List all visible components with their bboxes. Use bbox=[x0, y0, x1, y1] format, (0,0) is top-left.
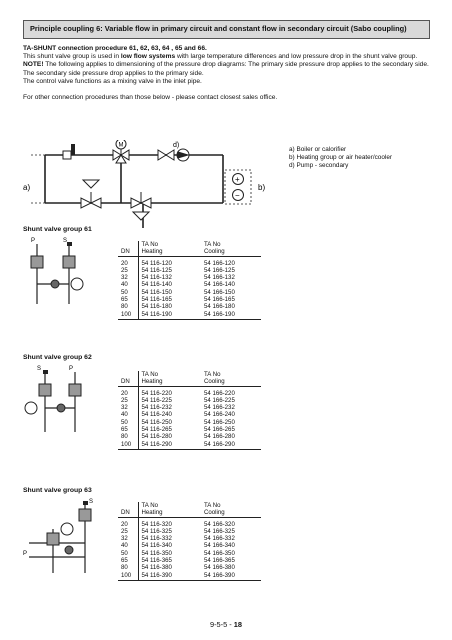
intro-text-b: with large temperature differences and low pressure drop in the shunt valve group. bbox=[175, 53, 418, 61]
dn-cell: 65 bbox=[121, 426, 128, 434]
heating-cell: 54 116-140 bbox=[138, 281, 201, 288]
dn-cell: 50 bbox=[121, 549, 128, 557]
heating-cell: 54 116-250 bbox=[138, 419, 201, 426]
table-row bbox=[118, 289, 261, 296]
dn-cell: 20 bbox=[121, 520, 128, 528]
table-row bbox=[118, 433, 261, 440]
cooling-cell: 54 166-232 bbox=[204, 404, 235, 412]
cooling-cell: 54 166-290 bbox=[204, 440, 235, 448]
heating-header: TA No Heating bbox=[138, 241, 201, 256]
cooling-cell: 54 166-350 bbox=[204, 549, 235, 557]
heating-cell: 54 116-125 bbox=[138, 267, 201, 274]
table-row bbox=[118, 303, 261, 310]
table-row bbox=[118, 311, 261, 320]
table-row bbox=[118, 281, 261, 288]
group-62-p-label: P bbox=[69, 366, 74, 372]
dn-cell: 50 bbox=[121, 418, 128, 426]
diagram-legend bbox=[289, 146, 392, 170]
cooling-cell: 54 166-220 bbox=[204, 389, 235, 397]
cooling-cell: 54 166-180 bbox=[204, 303, 235, 311]
table-row bbox=[118, 386, 261, 397]
other-procedures-text: For other connection procedures than those below - please contact closest sales office. bbox=[23, 94, 278, 102]
page-footer bbox=[0, 620, 452, 629]
dn-cell: 20 bbox=[121, 259, 128, 267]
heating-cell: 54 116-265 bbox=[138, 426, 201, 433]
cooling-cell: 54 166-265 bbox=[204, 426, 235, 434]
section-header bbox=[23, 20, 430, 39]
dn-header: DN bbox=[121, 378, 130, 386]
cooling-cell: 54 166-132 bbox=[204, 274, 235, 282]
heating-cell: 54 116-225 bbox=[138, 397, 201, 404]
note-paragraph bbox=[23, 61, 433, 77]
table-row bbox=[118, 517, 261, 528]
heating-cell: 54 116-390 bbox=[138, 572, 201, 581]
cooling-cell: 54 166-125 bbox=[204, 266, 235, 274]
dn-cell: 25 bbox=[121, 527, 128, 535]
cooling-header: TA No Cooling bbox=[204, 371, 225, 386]
legend-item-a: a) Boiler or calorifier bbox=[289, 146, 347, 153]
dn-header: DN bbox=[121, 509, 130, 517]
pump-label: d) bbox=[173, 142, 180, 149]
dn-cell: 100 bbox=[121, 571, 132, 579]
dn-cell: 32 bbox=[121, 404, 128, 412]
cooling-header: TA No Cooling bbox=[204, 502, 225, 517]
intro-text-a: This shunt valve group is used in bbox=[23, 53, 121, 61]
cooling-cell: 54 166-165 bbox=[204, 296, 235, 304]
group-61-title: Shunt valve group 61 bbox=[23, 226, 92, 233]
legend-item-d: d) Pump - secondary bbox=[289, 162, 349, 169]
dn-cell: 32 bbox=[121, 274, 128, 282]
cooling-cell: 54 166-325 bbox=[204, 527, 235, 535]
heating-cell: 54 116-232 bbox=[138, 404, 201, 411]
heating-cell: 54 116-325 bbox=[138, 528, 201, 535]
heating-cell: 54 116-350 bbox=[138, 550, 201, 557]
dn-cell: 20 bbox=[121, 389, 128, 397]
heating-cell: 54 116-120 bbox=[138, 256, 201, 267]
heating-cell: 54 116-190 bbox=[138, 311, 201, 320]
heating-cell: 54 116-132 bbox=[138, 274, 201, 281]
group-61-illustration bbox=[23, 234, 113, 306]
control-text: The control valve functions as a mixing valve in the inlet pipe. bbox=[23, 77, 202, 85]
heating-cell: 54 116-180 bbox=[138, 303, 201, 310]
group-61-p-label: P bbox=[31, 238, 36, 244]
heating-cell: 54 116-340 bbox=[138, 542, 201, 549]
heating-cell: 54 116-365 bbox=[138, 557, 201, 564]
actuator-label: M bbox=[118, 142, 124, 149]
table-row bbox=[118, 557, 261, 564]
group-61-s-label: S bbox=[63, 238, 68, 244]
cooling-cell: 54 166-250 bbox=[204, 418, 235, 426]
heating-header: TA No Heating bbox=[138, 502, 201, 517]
cooling-cell: 54 166-340 bbox=[204, 542, 235, 550]
group-62-table bbox=[118, 371, 261, 450]
dn-cell: 40 bbox=[121, 542, 128, 550]
heating-cell: 54 116-332 bbox=[138, 535, 201, 542]
dn-cell: 40 bbox=[121, 281, 128, 289]
group-63-s-label: S bbox=[89, 499, 94, 505]
table-row bbox=[118, 535, 261, 542]
cooling-cell: 54 166-332 bbox=[204, 535, 235, 543]
group-62-illustration bbox=[23, 362, 113, 434]
cooling-cell: 54 166-280 bbox=[204, 433, 235, 441]
dn-cell: 65 bbox=[121, 557, 128, 565]
cooling-cell: 54 166-225 bbox=[204, 396, 235, 404]
dn-cell: 80 bbox=[121, 564, 128, 572]
dn-cell: 80 bbox=[121, 433, 128, 441]
dn-cell: 100 bbox=[121, 310, 132, 318]
intro-paragraph bbox=[23, 53, 433, 61]
cooling-cell: 54 166-380 bbox=[204, 564, 235, 572]
table-row bbox=[118, 404, 261, 411]
heating-cell: 54 116-165 bbox=[138, 296, 201, 303]
heating-cell: 54 116-280 bbox=[138, 433, 201, 440]
dn-cell: 25 bbox=[121, 266, 128, 274]
table-row bbox=[118, 550, 261, 557]
table-row bbox=[118, 419, 261, 426]
dn-cell: 50 bbox=[121, 288, 128, 296]
table-row bbox=[118, 256, 261, 267]
dn-cell: 100 bbox=[121, 440, 132, 448]
intro-text bbox=[23, 45, 433, 102]
group-62-s-label: S bbox=[37, 366, 42, 372]
heating-cell: 54 116-290 bbox=[138, 441, 201, 450]
table-row bbox=[118, 296, 261, 303]
section-title: Principle coupling 6: Variable flow in primary circuit and constant flow in secondary circuit (Sabo coupling) bbox=[30, 24, 407, 33]
table-row bbox=[118, 411, 261, 418]
footer-section: 9-5-5 - bbox=[209, 620, 234, 629]
table-row bbox=[118, 542, 261, 549]
table-row bbox=[118, 441, 261, 450]
heating-cell: 54 116-320 bbox=[138, 517, 201, 528]
table-row bbox=[118, 274, 261, 281]
cooling-cell: 54 166-320 bbox=[204, 520, 235, 528]
table-row bbox=[118, 564, 261, 571]
legend-item-b: b) Heating group or air heater/cooler bbox=[289, 154, 393, 161]
cooling-cell: 54 166-365 bbox=[204, 557, 235, 565]
cooling-cell: 54 166-140 bbox=[204, 281, 235, 289]
group-63-illustration bbox=[23, 495, 113, 577]
intro-bold: low flow systems bbox=[120, 53, 176, 61]
table-row bbox=[118, 528, 261, 535]
heating-header: TA No Heating bbox=[138, 371, 201, 386]
dn-cell: 32 bbox=[121, 535, 128, 543]
principle-diagram bbox=[23, 140, 293, 232]
dn-cell: 40 bbox=[121, 411, 128, 419]
table-row bbox=[118, 397, 261, 404]
cooling-cell: 54 166-190 bbox=[204, 310, 235, 318]
table-row bbox=[118, 267, 261, 274]
heating-cell: 54 116-150 bbox=[138, 289, 201, 296]
heating-cell: 54 116-380 bbox=[138, 564, 201, 571]
dn-cell: 80 bbox=[121, 303, 128, 311]
intro-heading: TA-SHUNT connection procedure 61, 62, 63, 64 , 65 and 66. bbox=[23, 45, 207, 52]
heating-cell: 54 116-220 bbox=[138, 386, 201, 397]
label-a: a) bbox=[23, 183, 31, 192]
group-61-table bbox=[118, 241, 261, 320]
cooling-header: TA No Cooling bbox=[204, 241, 225, 256]
group-63-table bbox=[118, 502, 261, 581]
table-row bbox=[118, 426, 261, 433]
group-63-p-label: P bbox=[23, 551, 28, 557]
minus-sign: − bbox=[235, 191, 240, 200]
cooling-cell: 54 166-390 bbox=[204, 571, 235, 579]
label-b: b) bbox=[258, 183, 266, 192]
note-text: The following applies to dimensioning of the pressure drop diagrams: The primary side pressure drop applies to the secondary side. The secondary side pressure drop applies to the primary side. bbox=[23, 61, 429, 77]
plus-sign: + bbox=[235, 175, 240, 184]
cooling-cell: 54 166-240 bbox=[204, 411, 235, 419]
cooling-cell: 54 166-150 bbox=[204, 288, 235, 296]
page-number: 18 bbox=[233, 620, 243, 629]
cooling-cell: 54 166-120 bbox=[204, 259, 235, 267]
note-label: NOTE! bbox=[23, 61, 44, 69]
dn-cell: 65 bbox=[121, 296, 128, 304]
group-62-title: Shunt valve group 62 bbox=[23, 354, 92, 361]
group-63-title: Shunt valve group 63 bbox=[23, 487, 92, 494]
dn-cell: 25 bbox=[121, 396, 128, 404]
dn-header: DN bbox=[121, 248, 130, 256]
table-row bbox=[118, 572, 261, 581]
heating-cell: 54 116-240 bbox=[138, 411, 201, 418]
